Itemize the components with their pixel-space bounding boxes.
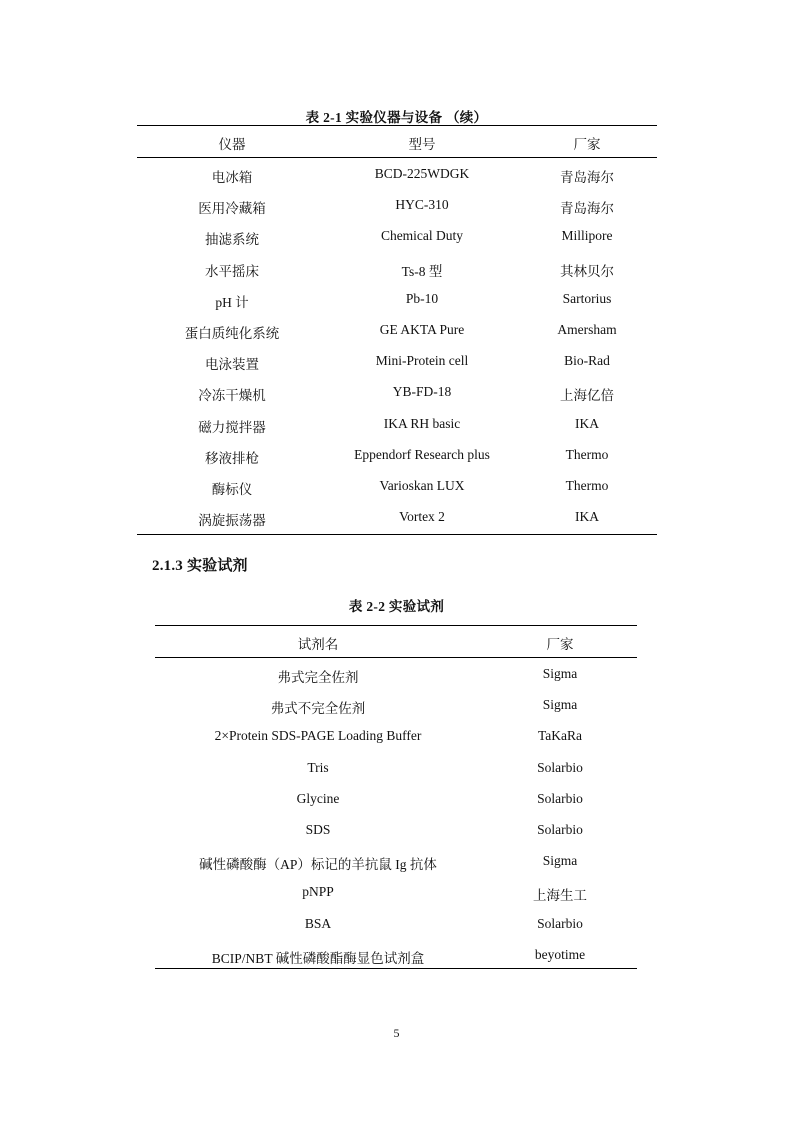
instrument-cell: 磁力搅拌器 xyxy=(198,419,266,435)
reagent-cell: SDS xyxy=(305,822,331,837)
manufacturer-cell: Sartorius xyxy=(562,290,612,306)
manufacturer-cell: IKA xyxy=(575,509,599,525)
reagent-cell: 碱性磷酸酶（AP）标记的羊抗鼠 Ig 抗体 xyxy=(199,857,437,873)
manufacturer-cell: Sigma xyxy=(542,697,578,713)
instrument-cell: 涡旋振荡器 xyxy=(198,513,266,529)
manufacturer-cell: 青岛海尔 xyxy=(560,170,614,185)
reagent-cell: 2×Protein SDS-PAGE Loading Buffer xyxy=(214,728,422,744)
table2-top-rule xyxy=(155,625,637,626)
manufacturer-cell: 其林贝尔 xyxy=(560,263,614,279)
model-cell: Mini-Protein cell xyxy=(375,353,469,369)
manufacturer-cell: Amersham xyxy=(557,322,617,337)
instrument-cell: 医用冷藏箱 xyxy=(198,201,266,217)
model-cell: IKA RH basic xyxy=(383,415,461,431)
instrument-cell: 移液排枪 xyxy=(205,450,259,466)
manufacturer-cell: Solarbio xyxy=(537,915,583,931)
manufacturer-cell: 上海生工 xyxy=(533,888,587,904)
model-cell: YB-FD-18 xyxy=(392,384,452,400)
table2-caption: 表 2-2 实验试剂 xyxy=(348,599,445,614)
manufacturer-cell: 青岛海尔 xyxy=(560,201,614,217)
section-heading: 2.1.3 实验试剂 xyxy=(152,558,248,574)
instrument-cell: 电冰箱 xyxy=(211,170,253,185)
instrument-cell: 抽滤系统 xyxy=(205,232,259,248)
model-cell: Pb-10 xyxy=(405,290,439,306)
manufacturer-cell: Sigma xyxy=(542,853,578,869)
table2-header-rule xyxy=(155,657,637,658)
reagent-cell: 弗式完全佐剂 xyxy=(277,670,359,685)
table1-bottom-rule xyxy=(137,534,657,535)
model-cell: Vortex 2 xyxy=(399,509,445,525)
model-cell: Varioskan LUX xyxy=(379,478,465,493)
table2-header-manufacturer: 厂家 xyxy=(546,637,574,652)
instrument-cell: pH 计 xyxy=(215,294,249,310)
model-cell: GE AKTA Pure xyxy=(379,322,465,337)
instrument-cell: 冷冻干燥机 xyxy=(198,388,266,404)
manufacturer-cell: TaKaRa xyxy=(537,728,583,744)
reagent-cell: BSA xyxy=(304,915,332,931)
instrument-cell: 酶标仪 xyxy=(211,482,253,497)
table1-header-rule xyxy=(137,157,657,158)
table1-header-instrument: 仪器 xyxy=(218,137,246,152)
manufacturer-cell: Millipore xyxy=(561,228,613,244)
model-cell: Chemical Duty xyxy=(380,228,464,244)
instrument-cell: 蛋白质纯化系统 xyxy=(184,326,280,341)
manufacturer-cell: IKA xyxy=(575,415,599,431)
table1-caption: 表 2-1 实验仪器与设备 （续） xyxy=(305,110,488,125)
reagent-cell: 弗式不完全佐剂 xyxy=(270,701,366,717)
page-number: 5 xyxy=(393,1026,400,1040)
instrument-cell: 水平摇床 xyxy=(205,263,259,279)
table2-header-reagent: 试剂名 xyxy=(297,637,339,652)
manufacturer-cell: Solarbio xyxy=(537,790,583,806)
table1-header-model: 型号 xyxy=(408,137,436,152)
manufacturer-cell: Bio-Rad xyxy=(564,353,610,369)
table1-header-manufacturer: 厂家 xyxy=(573,137,601,152)
manufacturer-cell: Thermo xyxy=(565,446,609,462)
model-cell: BCD-225WDGK xyxy=(374,166,470,181)
manufacturer-cell: Solarbio xyxy=(537,759,583,775)
table2-bottom-rule xyxy=(155,968,637,969)
reagent-cell: BCIP/NBT 碱性磷酸酯酶显色试剂盒 xyxy=(211,950,425,966)
manufacturer-cell: Solarbio xyxy=(537,822,583,837)
model-cell: HYC-310 xyxy=(395,197,449,213)
reagent-cell: Tris xyxy=(307,759,329,775)
manufacturer-cell: Thermo xyxy=(565,478,609,493)
manufacturer-cell: 上海亿倍 xyxy=(560,388,614,404)
manufacturer-cell: beyotime xyxy=(534,946,586,962)
instrument-cell: 电泳装置 xyxy=(205,357,259,373)
model-cell: Eppendorf Research plus xyxy=(354,446,490,462)
reagent-cell: Glycine xyxy=(296,790,340,806)
manufacturer-cell: Sigma xyxy=(542,666,578,681)
table1-top-rule xyxy=(137,125,657,126)
reagent-cell: pNPP xyxy=(302,884,334,900)
model-cell: Ts-8 型 xyxy=(401,263,443,279)
